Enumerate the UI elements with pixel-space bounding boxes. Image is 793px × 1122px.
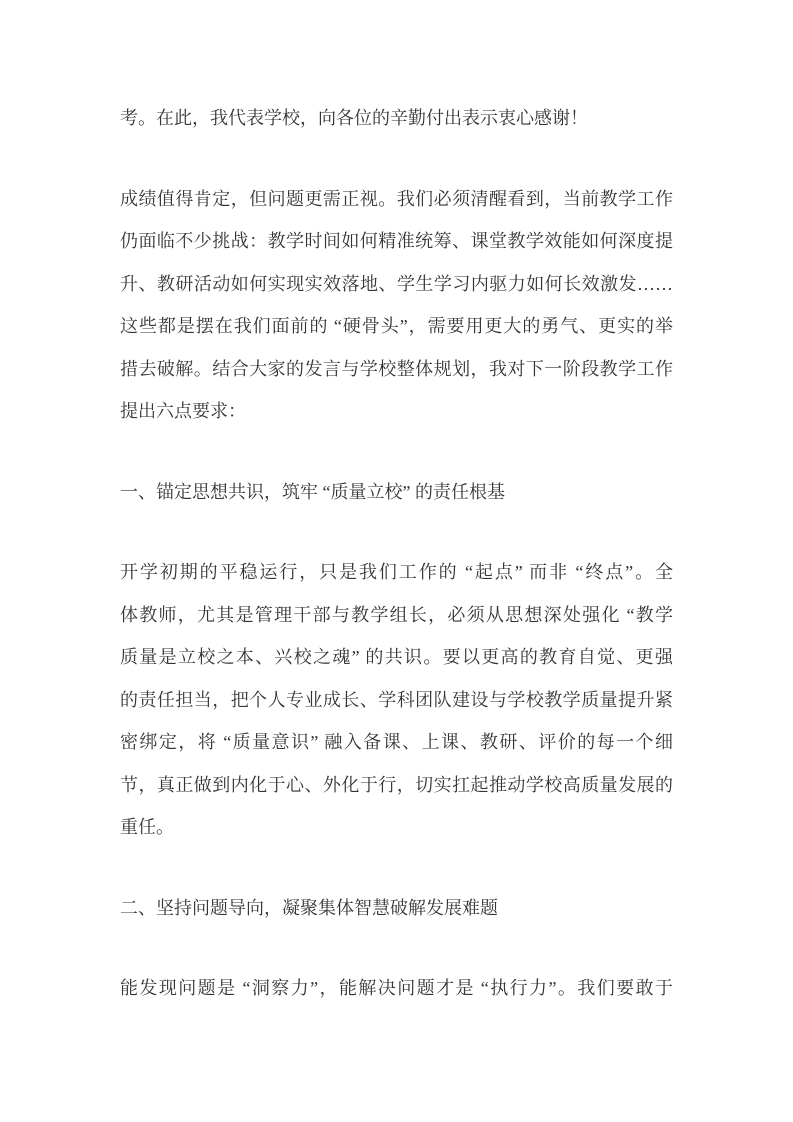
- text-line: 成绩值得肯定，但问题更需正视。我们必须清醒看到，当前教学工作: [120, 188, 673, 209]
- heading-text: 二、坚持问题导向，凝聚集体智慧破解发展难题: [120, 897, 498, 918]
- text-line: 体教师，尤其是管理干部与教学组长，必须从思想深处强化 “教学: [120, 604, 673, 625]
- text-line: 节，真正做到内化于心、外化于行，切实扛起推动学校高质量发展的: [120, 774, 673, 795]
- section-heading-1: [120, 471, 673, 514]
- paragraph: [120, 551, 673, 849]
- paragraph: [120, 178, 673, 433]
- section-heading-2: [120, 887, 673, 930]
- text-line: 的责任担当，把个人专业成长、学科团队建设与学校教学质量提升紧: [120, 689, 673, 710]
- text-line: 质量是立校之本、兴校之魂” 的共识。要以更高的教育自觉、更强: [120, 647, 673, 667]
- heading-text: 一、锚定思想共识，筑牢 “质量立校” 的责任根基: [120, 481, 505, 502]
- text-line: 开学初期的平稳运行，只是我们工作的 “起点” 而非 “终点”。全: [120, 562, 673, 582]
- text-line: 重任。: [120, 817, 174, 837]
- text-line: 密绑定，将 “质量意识” 融入备课、上课、教研、评价的每一个细: [120, 732, 673, 752]
- text-line: 考。在此，我代表学校，向各位的辛勤付出表示衷心感谢！: [120, 108, 588, 128]
- paragraph: [120, 967, 673, 1010]
- text-line: 能发现问题是 “洞察力”，能解决问题才是 “执行力”。我们要敢于: [120, 978, 673, 998]
- text-line: 升、教研活动如何实现实效落地、学生学习内驱力如何长效激发……: [120, 273, 673, 294]
- text-line: 仍面临不少挑战：教学时间如何精准统筹、课堂教学效能如何深度提: [120, 231, 673, 251]
- text-line: 措去破解。结合大家的发言与学校整体规划，我对下一阶段教学工作: [120, 358, 673, 379]
- text-line: 这些都是摆在我们面前的 “硬骨头”，需要用更大的勇气、更实的举: [120, 316, 673, 336]
- text-line: 提出六点要求：: [120, 401, 246, 421]
- paragraph: [120, 97, 673, 140]
